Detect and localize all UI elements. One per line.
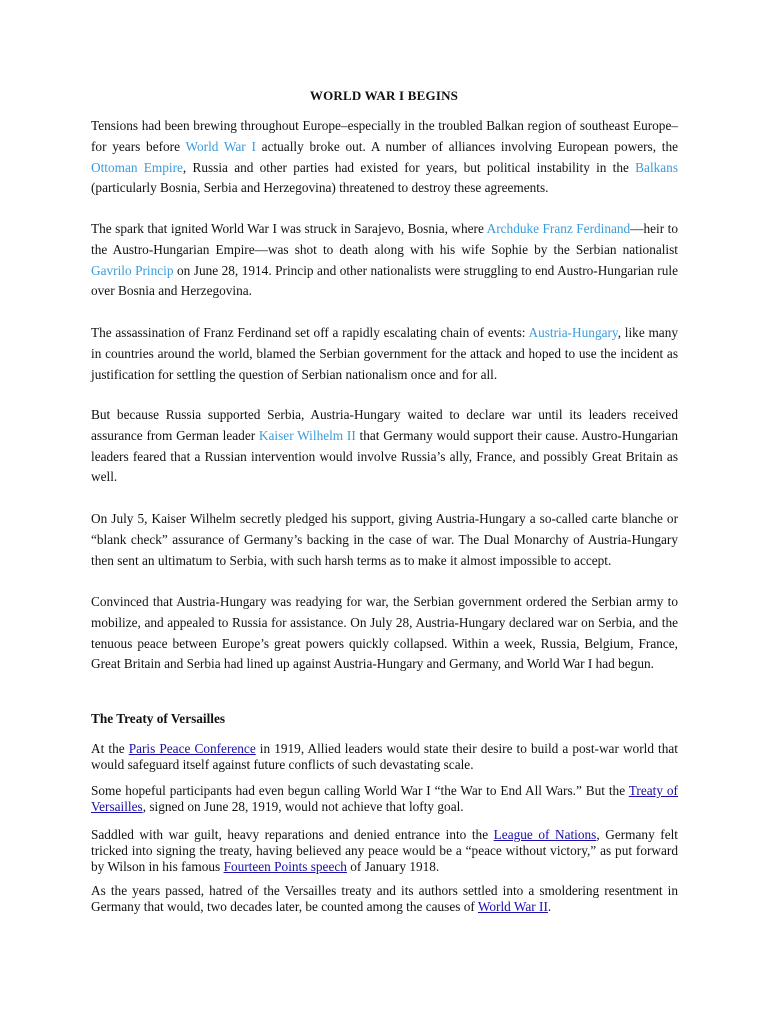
paragraph-russia bbox=[91, 405, 678, 488]
paragraph-assassination bbox=[91, 323, 678, 385]
paragraph-text: , like many in countries around the world, blamed the Serbian government for the attack and hoped to use the incident as justification for settling the question of Serbian nationalism once and for all. bbox=[91, 325, 678, 382]
link-kaiser-wilhelm-ii[interactable]: Kaiser Wilhelm II bbox=[258, 427, 356, 443]
link-ottoman-empire[interactable]: Ottoman Empire bbox=[91, 159, 183, 175]
paragraph-war-guilt bbox=[91, 827, 678, 875]
paragraph-text: Some hopeful participants had even begun calling World War I “the War to End All Wars.” But the bbox=[91, 783, 629, 798]
link-archduke-franz-ferdinand[interactable]: Archduke Franz Ferdinand bbox=[486, 221, 631, 236]
paragraph-text: Saddled with war guilt, heavy reparations and denied entrance into the bbox=[91, 827, 494, 842]
link-gavrilo-princip[interactable]: Gavrilo Princip bbox=[91, 262, 174, 278]
paragraph-resentment bbox=[91, 883, 678, 915]
link-fourteen-points-speech[interactable]: Fourteen Points speech bbox=[223, 859, 347, 874]
paragraph-text: The assassination of Franz Ferdinand set off a rapidly escalating chain of events: bbox=[91, 325, 529, 340]
paragraph-spark bbox=[91, 219, 678, 302]
paragraph-text: Convinced that Austria-Hungary was readying for war, the Serbian government ordered the Serbian army to mobilize, and appealed to Russia for assistance. On July 28, Austria-Hungary declared war on Serbia, and the tenuous peace between Europe’s great powers quickly collapsed. Within a week, Russia, Belgium, France, Great Britain and Serbia had lined up against Austria-Hungary and Germany, and World War I had begun. bbox=[91, 594, 678, 672]
paragraph-text: in 1919, Allied leaders would state their desire to build a post-war world that would safeguard itself against future conflicts of such devastating scale. bbox=[91, 741, 678, 772]
paragraph-mobilize bbox=[91, 592, 678, 675]
paragraph-text: As the years passed, hatred of the Versailles treaty and its authors settled into a smoldering resentment in Germany that would, two decades later, be counted among the causes of bbox=[91, 883, 678, 914]
link-world-war-ii[interactable]: World War II bbox=[477, 899, 548, 914]
paragraph-paris-conference bbox=[91, 741, 678, 773]
link-league-of-nations[interactable]: League of Nations bbox=[493, 827, 597, 842]
paragraph-text: On July 5, Kaiser Wilhelm secretly pledged his support, giving Austria-Hungary a so-called carte blanche or “blank check” assurance of Germany’s backing in the case of war. The Dual Monarchy of Austria-Hungary then sent an ultimatum to Serbia, with such harsh terms as to make it almost impossible to accept. bbox=[91, 511, 678, 568]
link-treaty-of-versailles[interactable]: Treaty of Versailles bbox=[91, 783, 678, 814]
link-balkans[interactable]: Balkans bbox=[635, 159, 679, 175]
paragraph-text: —heir to the Austro-Hungarian Empire—was shot to death along with his wife Sophie by the Serbian nationalist bbox=[91, 221, 678, 257]
paragraph-tensions bbox=[91, 116, 678, 199]
paragraph-text: , Germany felt tricked into signing the treaty, having believed any peace would be a “peace without victory,” as put forward by Wilson in his famous bbox=[91, 827, 678, 874]
paragraph-text: At the bbox=[91, 741, 129, 756]
paragraph-text: , Russia and other parties had existed for years, but political instability in the bbox=[182, 159, 636, 175]
paragraph-text: Tensions had been brewing throughout Europe–especially in the troubled Balkan region of southeast Europe–for years before bbox=[91, 118, 678, 154]
paragraph-text: (particularly Bosnia, Serbia and Herzegovina) threatened to destroy these agreements. bbox=[91, 180, 549, 196]
link-paris-peace-conference[interactable]: Paris Peace Conference bbox=[128, 741, 256, 756]
page-title: WORLD WAR I BEGINS bbox=[309, 88, 459, 103]
link-austria-hungary[interactable]: Austria-Hungary bbox=[528, 325, 618, 340]
paragraph-text: But because Russia supported Serbia, Austria-Hungary waited to declare war until its leaders received assurance from German leader bbox=[91, 407, 678, 443]
paragraph-text: of January 1918. bbox=[346, 859, 440, 874]
paragraph-text: . bbox=[547, 899, 552, 914]
paragraph-blank-check bbox=[91, 509, 678, 571]
paragraph-text: , signed on June 28, 1919, would not achieve that lofty goal. bbox=[142, 799, 464, 814]
paragraph-text: The spark that ignited World War I was struck in Sarajevo, Bosnia, where bbox=[91, 221, 487, 236]
paragraph-text: actually broke out. A number of alliances involving European powers, the bbox=[255, 138, 679, 154]
paragraph-text: that Germany would support their cause. Austro-Hungarian leaders feared that a Russian intervention would involve Russia’s ally, France, and possibly Great Britain as well. bbox=[91, 427, 678, 485]
paragraph-war-to-end-all-wars bbox=[91, 783, 678, 815]
link-world-war-i[interactable]: World War I bbox=[185, 138, 256, 154]
section-heading-treaty: The Treaty of Versailles bbox=[91, 711, 226, 726]
paragraph-text: on June 28, 1914. Princip and other nationalists were struggling to end Austro-Hungarian rule over Bosnia and Herzegovina. bbox=[91, 262, 678, 299]
